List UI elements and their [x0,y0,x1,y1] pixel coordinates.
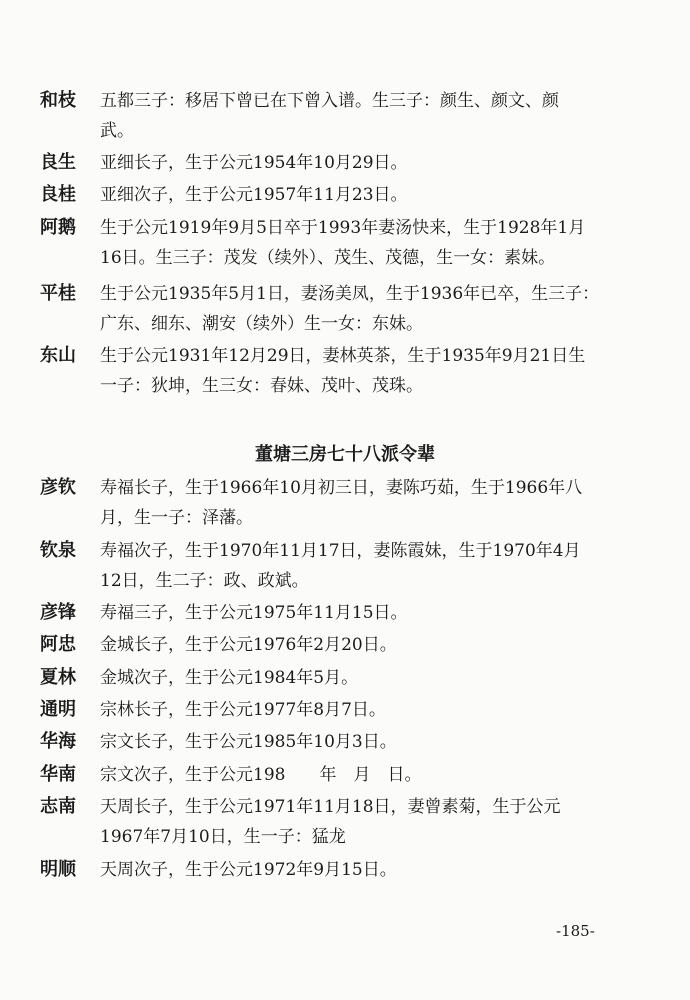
entry-text [100,727,640,757]
page-number: -185- [556,922,595,940]
entry-line: 生于公元1935年5月1日，妻汤美凤，生于1936年已卒，生三子： [100,284,600,304]
entry-name: 东山 [40,345,76,366]
entry-text [100,760,640,790]
entry-line: 寿福三子，生于公元1975年11月15日。 [100,603,408,623]
entry-line: 天周长子，生于公元1971年11月18日，妻曾素菊，生于公元 [100,797,561,817]
entry-text [100,279,640,339]
entry-text [100,213,640,273]
entry-text [100,180,640,210]
entry-line: 金城长子，生于公元1976年2月20日。 [100,635,397,655]
entry-name: 和枝 [40,90,76,111]
entry-line: 宗文长子，生于公元1985年10月3日。 [100,732,397,752]
entry-text [100,536,640,596]
entry-line: 武。 [100,121,134,141]
entry-text [100,663,640,693]
entry-line: 16日。生三子：茂发（续外）、茂生、茂德，生一女：素妹。 [100,248,556,268]
entry-line: 生于公元1931年12月29日，妻林英茶，生于1935年9月21日生 [100,346,586,366]
entry-name: 彦钦 [40,477,76,498]
entry-line: 金城次子，生于公元1984年5月。 [100,668,359,688]
entry-name: 志南 [40,796,76,817]
entry-line: 宗林长子，生于公元1977年8月7日。 [100,700,386,720]
entry-line: 广东、细东、潮安（续外）生一女：东妹。 [100,314,423,334]
entry-name: 平桂 [40,283,76,304]
section-title: 董塘三房七十八派令辈 [255,444,435,465]
entry-line: 一子：狄坤，生三女：春妹、茂叶、茂珠。 [100,376,423,396]
entry-text [100,341,640,401]
entry-name: 良生 [40,152,76,173]
entry-name: 夏林 [40,667,76,688]
entry-line: 生于公元1919年9月5日卒于1993年妻汤快来，生于1928年1月 [100,218,586,238]
entry-text [100,148,640,178]
entry-text [100,598,640,628]
entry-name: 良桂 [40,184,76,205]
entry-line: 月，生一子：泽藩。 [100,508,253,528]
entry-name: 钦泉 [40,540,76,561]
entry-line: 寿福长子，生于1966年10月初三日，妻陈巧茹，生于1966年八 [100,478,583,498]
entry-name: 华南 [40,764,76,785]
entry-text [100,792,640,852]
entry-text [100,855,640,885]
entry-line: 亚细长子，生于公元1954年10月29日。 [100,153,408,173]
entry-text [100,695,640,725]
entry-line: 天周次子，生于公元1972年9月15日。 [100,860,397,880]
entry-line: 12日，生二子：政、政斌。 [100,571,309,591]
entry-line: 亚细次子，生于公元1957年11月23日。 [100,185,408,205]
entry-line: 寿福次子，生于1970年11月17日，妻陈霞妹，生于1970年4月 [100,541,581,561]
entry-line: 五都三子：移居下曾已在下曾入谱。生三子：颜生、颜文、颜 [100,91,559,111]
entry-name: 明顺 [40,859,76,880]
entry-name: 阿鹅 [40,217,76,238]
entry-text [100,473,640,533]
entry-line: 1967年7月10日，生一子：猛龙 [100,827,346,847]
entry-name: 彦锋 [40,602,76,623]
entry-line: 宗文次子，生于公元198 年 月 日。 [100,765,422,785]
entry-text [100,86,640,146]
entry-text [100,630,640,660]
entry-name: 通明 [40,699,76,720]
entry-name: 华海 [40,731,76,752]
entry-name: 阿忠 [40,634,76,655]
